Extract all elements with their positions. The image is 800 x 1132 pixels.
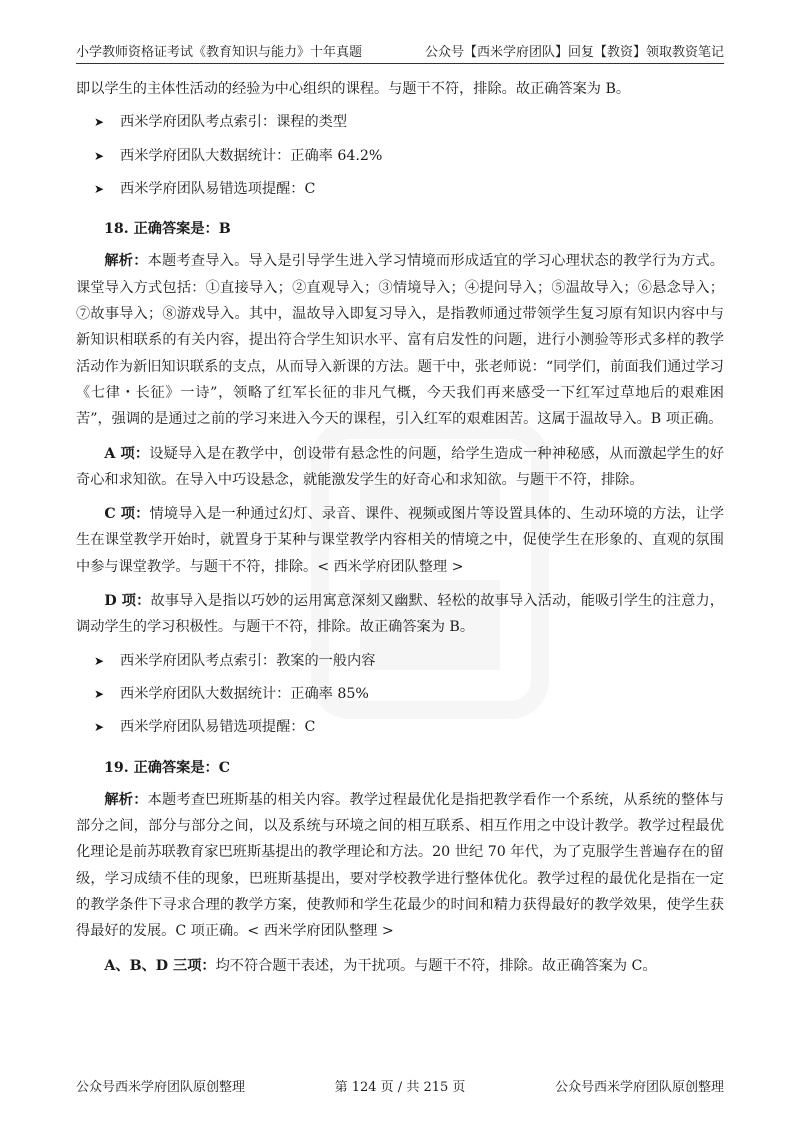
question-19-title: 19. 正确答案是：C bbox=[104, 759, 231, 776]
header-left: 小学教师资格证考试《教育知识与能力》十年真题 bbox=[76, 45, 363, 60]
footer-left: 公众号西米学府团队原创整理 bbox=[76, 1080, 246, 1095]
question-18-title: 18. 正确答案是：B bbox=[104, 221, 231, 238]
arrow-bullet-icon: ➤ bbox=[94, 148, 105, 163]
list-item: ➤ 西米学府团队易错选项提醒：C bbox=[76, 714, 724, 740]
header-right: 公众号【西米学府团队】回复【教资】领取教资笔记 bbox=[424, 45, 724, 60]
arrow-bullet-icon: ➤ bbox=[94, 181, 105, 196]
footer-right: 公众号西米学府团队原创整理 bbox=[554, 1080, 724, 1095]
option-d-explanation: D 项：故事导入是指以巧妙的运用寓意深刻又幽默、轻松的故事导入活动，能吸引学生的注意力，调动学生的学习积极性。与题干不符，排除。故正确答案为 B。 bbox=[76, 593, 724, 636]
arrow-bullet-icon: ➤ bbox=[94, 115, 105, 130]
page-number: 第 124 页 / 共 215 页 bbox=[334, 1080, 466, 1095]
arrow-bullet-icon: ➤ bbox=[94, 686, 105, 701]
list-item: ➤ 西米学府团队考点索引：课程的类型 bbox=[76, 109, 724, 135]
list-item: ➤ 西米学府团队大数据统计：正确率 85% bbox=[76, 681, 724, 707]
arrow-bullet-icon: ➤ bbox=[94, 653, 105, 668]
question-18-analysis: 解析：本题考查导入。导入是引导学生进入学习情境而形成适宜的学习心理状态的教学行为方式。课堂导入方式包括：①直接导入；②直观导入；③情境导入；④提问导入；⑤温故导入；⑥悬念导入；⑦故事导入；⑧游戏导入。其中，温故导入即复习导入，是指教师通过带领学生复习原有知识内容中与新知识相联系的有关内容，提出符合学生知识水平、富有启发性的问题，进行小测验等形式多样的教学活动作为新旧知识联系的支点，从而导入新课的方法。题干中，张老师说：“同学们，前面我们通过学习《七律・长征》一诗”，领略了红军长征的非凡气概，今天我们再来感受一下红军过草地后的艰难困苦”，强调的是通过之前的学习来进入今天的课程，引入红军的艰难困苦。这属于温故导入。B 项正确。 bbox=[76, 253, 724, 428]
page-content bbox=[76, 76, 724, 979]
option-c-explanation: C 项：情境导入是一种通过幻灯、录音、课件、视频或图片等设置具体的、生动环境的方法，让学生在课堂教学开始时，就置身于某种与课堂教学内容相关的情境之中，促使学生在形象的、直观的氛围中参与课堂教学。与题干不符，排除。< 西米学府团队整理 > bbox=[76, 506, 724, 575]
list-item: ➤ 西米学府团队考点索引：教案的一般内容 bbox=[76, 648, 724, 674]
question-19-analysis: 解析：本题考查巴班斯基的相关内容。教学过程最优化是指把教学看作一个系统，从系统的整体与部分之间，部分与部分之间，以及系统与环境之间的相互联系、相互作用之中设计教学。教学过程最优化理论是前苏联教育家巴班斯基提出的教学理论和方法。20 世纪 70 年代，为了克服学生普遍存在的留级，学习成绩不佳的现象，巴班斯基提出，要对学校教学进行整体优化。教学过程的最优化是指在一定的教学条件下寻求合理的教学方案，使教师和学生花最少的时间和精力获得最好的教学效果，使学生获得最好的发展。C 项正确。< 西米学府团队整理 > bbox=[76, 791, 724, 940]
list-item: ➤ 西米学府团队大数据统计：正确率 64.2% bbox=[76, 143, 724, 169]
list-item: ➤ 西米学府团队易错选项提醒：C bbox=[76, 176, 724, 202]
intro-line: 即以学生的主体性活动的经验为中心组织的课程。与题干不符，排除。故正确答案为 B。 bbox=[76, 81, 631, 97]
option-a-explanation: A 项：设疑导入是在教学中，创设带有悬念性的问题，给学生造成一种神秘感，从而激起学生的好奇心和求知欲。在导入中巧设悬念，就能激发学生的好奇心和求知欲。与题干不符，排除。 bbox=[76, 445, 724, 488]
option-abd-explanation: A、B、D 三项：均不符合题干表述，为干扰项。与题干不符，排除。故正确答案为 C。 bbox=[104, 957, 657, 974]
arrow-bullet-icon: ➤ bbox=[94, 720, 105, 735]
page-header bbox=[76, 38, 724, 64]
page-footer bbox=[76, 1076, 724, 1095]
